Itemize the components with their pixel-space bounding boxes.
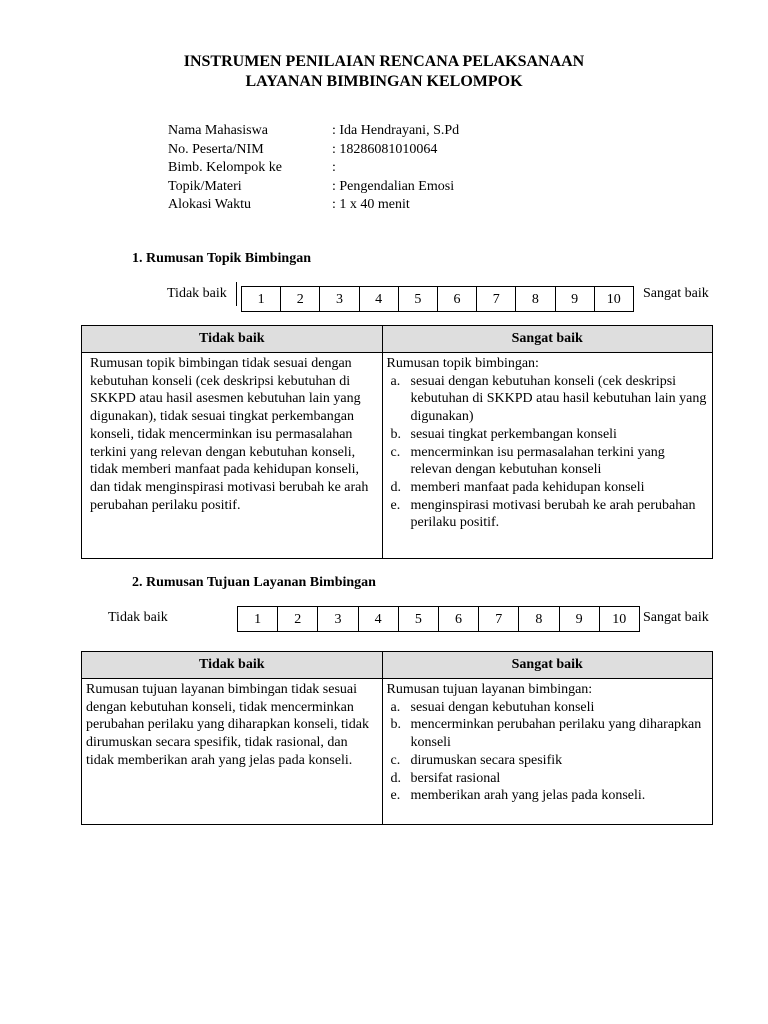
scale-cell-5[interactable]: 5 — [399, 287, 438, 311]
item-text: dirumuskan secara spesifik — [410, 752, 563, 768]
criteria-list — [387, 373, 710, 532]
scale-cell-4[interactable]: 4 — [359, 607, 399, 631]
high-intro: Rumusan topik bimbingan: — [386, 356, 539, 371]
scale-cell-2[interactable]: 2 — [278, 607, 318, 631]
column-header-high: Sangat baik — [382, 652, 713, 679]
item-text: mencerminkan isu permasalahan terkini yang relevan dengan kebutuhan konseli — [410, 444, 665, 478]
info-row-duration — [168, 196, 459, 215]
scale-cell-9[interactable]: 9 — [560, 607, 600, 631]
scale-cell-1[interactable]: 1 — [238, 607, 278, 631]
item-marker: e. — [390, 788, 401, 804]
scale-cell-5[interactable]: 5 — [399, 607, 439, 631]
info-value: : 18286081010064 — [332, 141, 438, 157]
item-text: memberi manfaat pada kehidupan konseli — [410, 479, 645, 495]
scale-cell-7[interactable]: 7 — [477, 287, 516, 311]
item-marker: c. — [390, 444, 401, 460]
info-value: : — [332, 160, 336, 175]
item-marker: a. — [390, 373, 401, 389]
info-row-group — [168, 159, 459, 178]
info-row-name — [168, 122, 459, 141]
item-text: bersifat rasional — [410, 770, 501, 786]
criteria-item — [387, 444, 710, 479]
criteria-item — [387, 716, 710, 751]
rubric-table-2 — [81, 651, 713, 825]
scale-cell-3[interactable]: 3 — [318, 607, 358, 631]
section-1-heading: 1. Rumusan Topik Bimbingan — [132, 251, 311, 266]
item-marker: d. — [390, 770, 401, 786]
item-marker: b. — [390, 426, 401, 442]
item-text: sesuai tingkat perkembangan konseli — [410, 426, 617, 442]
column-header-high: Sangat baik — [382, 326, 713, 353]
item-text: memberikan arah yang jelas pada konseli. — [410, 788, 646, 804]
low-description: Rumusan tujuan layanan bimbingan tidak sesuai dengan kebutuhan konseli, tidak mencerminkan perubahan perilaku yang diharapkan konseli, tidak dirumuskan secara spesifik, tidak rasional, dan tidak memberikan arah yang jelas pada konseli. — [82, 679, 383, 825]
rubric-table-1 — [81, 325, 713, 559]
item-marker: b. — [390, 717, 401, 733]
scale-cell-6[interactable]: 6 — [439, 607, 479, 631]
criteria-item — [387, 479, 710, 497]
student-info — [168, 122, 459, 215]
info-value: : 1 x 40 menit — [332, 197, 410, 212]
info-row-nim — [168, 141, 459, 160]
scale-1-low-label: Tidak baik — [167, 286, 227, 301]
criteria-item — [387, 373, 710, 426]
scale-1-cells — [241, 286, 634, 312]
column-header-low: Tidak baik — [82, 326, 383, 353]
scale-cell-6[interactable]: 6 — [438, 287, 477, 311]
criteria-item — [387, 787, 710, 805]
scale-cell-2[interactable]: 2 — [281, 287, 320, 311]
info-row-topic — [168, 178, 459, 197]
info-label: Topik/Materi — [168, 178, 242, 194]
scale-cell-3[interactable]: 3 — [320, 287, 359, 311]
item-text: mencerminkan perubahan perilaku yang diharapkan konseli — [410, 717, 702, 751]
criteria-item — [387, 770, 710, 788]
scale-cell-7[interactable]: 7 — [479, 607, 519, 631]
document-title-line-2: LAYANAN BIMBINGAN KELOMPOK — [245, 73, 523, 90]
scale-cell-1[interactable]: 1 — [242, 287, 281, 311]
criteria-list — [387, 699, 710, 805]
scale-cell-8[interactable]: 8 — [516, 287, 555, 311]
column-header-low: Tidak baik — [82, 652, 383, 679]
scale-cell-10[interactable]: 10 — [600, 607, 640, 631]
high-description — [382, 679, 713, 825]
info-value: : Ida Hendrayani, S.Pd — [332, 123, 460, 138]
info-label: Bimb. Kelompok ke — [168, 160, 282, 175]
low-description: Rumusan topik bimbingan tidak sesuai dengan kebutuhan konseli (cek deskripsi kebutuhan di SKKPD atau hasil asesmen kebutuhan lain yang digunakan), tidak sesuai tingkat perkembangan konseli, tidak mencerminkan isu permasalahan terkini yang relevan dengan kebutuhan konseli, tidak memberi manfaat pada kehidupan konseli, dan tidak menginspirasi motivasi berubah ke arah perubahan perilaku positif. — [82, 353, 383, 559]
info-label: Nama Mahasiswa — [168, 123, 268, 138]
item-marker: a. — [390, 699, 401, 715]
section-2-heading: 2. Rumusan Tujuan Layanan Bimbingan — [132, 575, 376, 590]
scale-cell-4[interactable]: 4 — [360, 287, 399, 311]
item-text: menginspirasi motivasi berubah ke arah perubahan perilaku positif. — [410, 497, 696, 531]
scale-1-marker — [236, 282, 237, 306]
info-label: Alokasi Waktu — [168, 197, 251, 212]
scale-2-high-label: Sangat baik — [643, 610, 709, 625]
item-text: sesuai dengan kebutuhan konseli (cek deskripsi kebutuhan di SKKPD atau hasil kebutuhan lain yang digunakan) — [410, 373, 707, 425]
scale-2-cells — [237, 606, 640, 632]
item-text: sesuai dengan kebutuhan konseli — [410, 699, 595, 715]
scale-2-low-label: Tidak baik — [108, 610, 168, 625]
document-title-line-1: INSTRUMEN PENILAIAN RENCANA PELAKSANAAN — [183, 53, 585, 70]
criteria-item — [387, 699, 710, 717]
criteria-item — [387, 752, 710, 770]
criteria-item — [387, 426, 710, 444]
item-marker: d. — [390, 479, 401, 495]
high-description — [382, 353, 713, 559]
info-label: No. Peserta/NIM — [168, 141, 264, 157]
scale-1-high-label: Sangat baik — [643, 286, 709, 301]
info-value: : Pengendalian Emosi — [332, 178, 455, 194]
item-marker: c. — [390, 752, 401, 768]
high-intro: Rumusan tujuan layanan bimbingan: — [386, 682, 593, 697]
criteria-item — [387, 497, 710, 532]
scale-cell-8[interactable]: 8 — [519, 607, 559, 631]
scale-cell-10[interactable]: 10 — [595, 287, 634, 311]
scale-cell-9[interactable]: 9 — [556, 287, 595, 311]
item-marker: e. — [390, 497, 401, 513]
